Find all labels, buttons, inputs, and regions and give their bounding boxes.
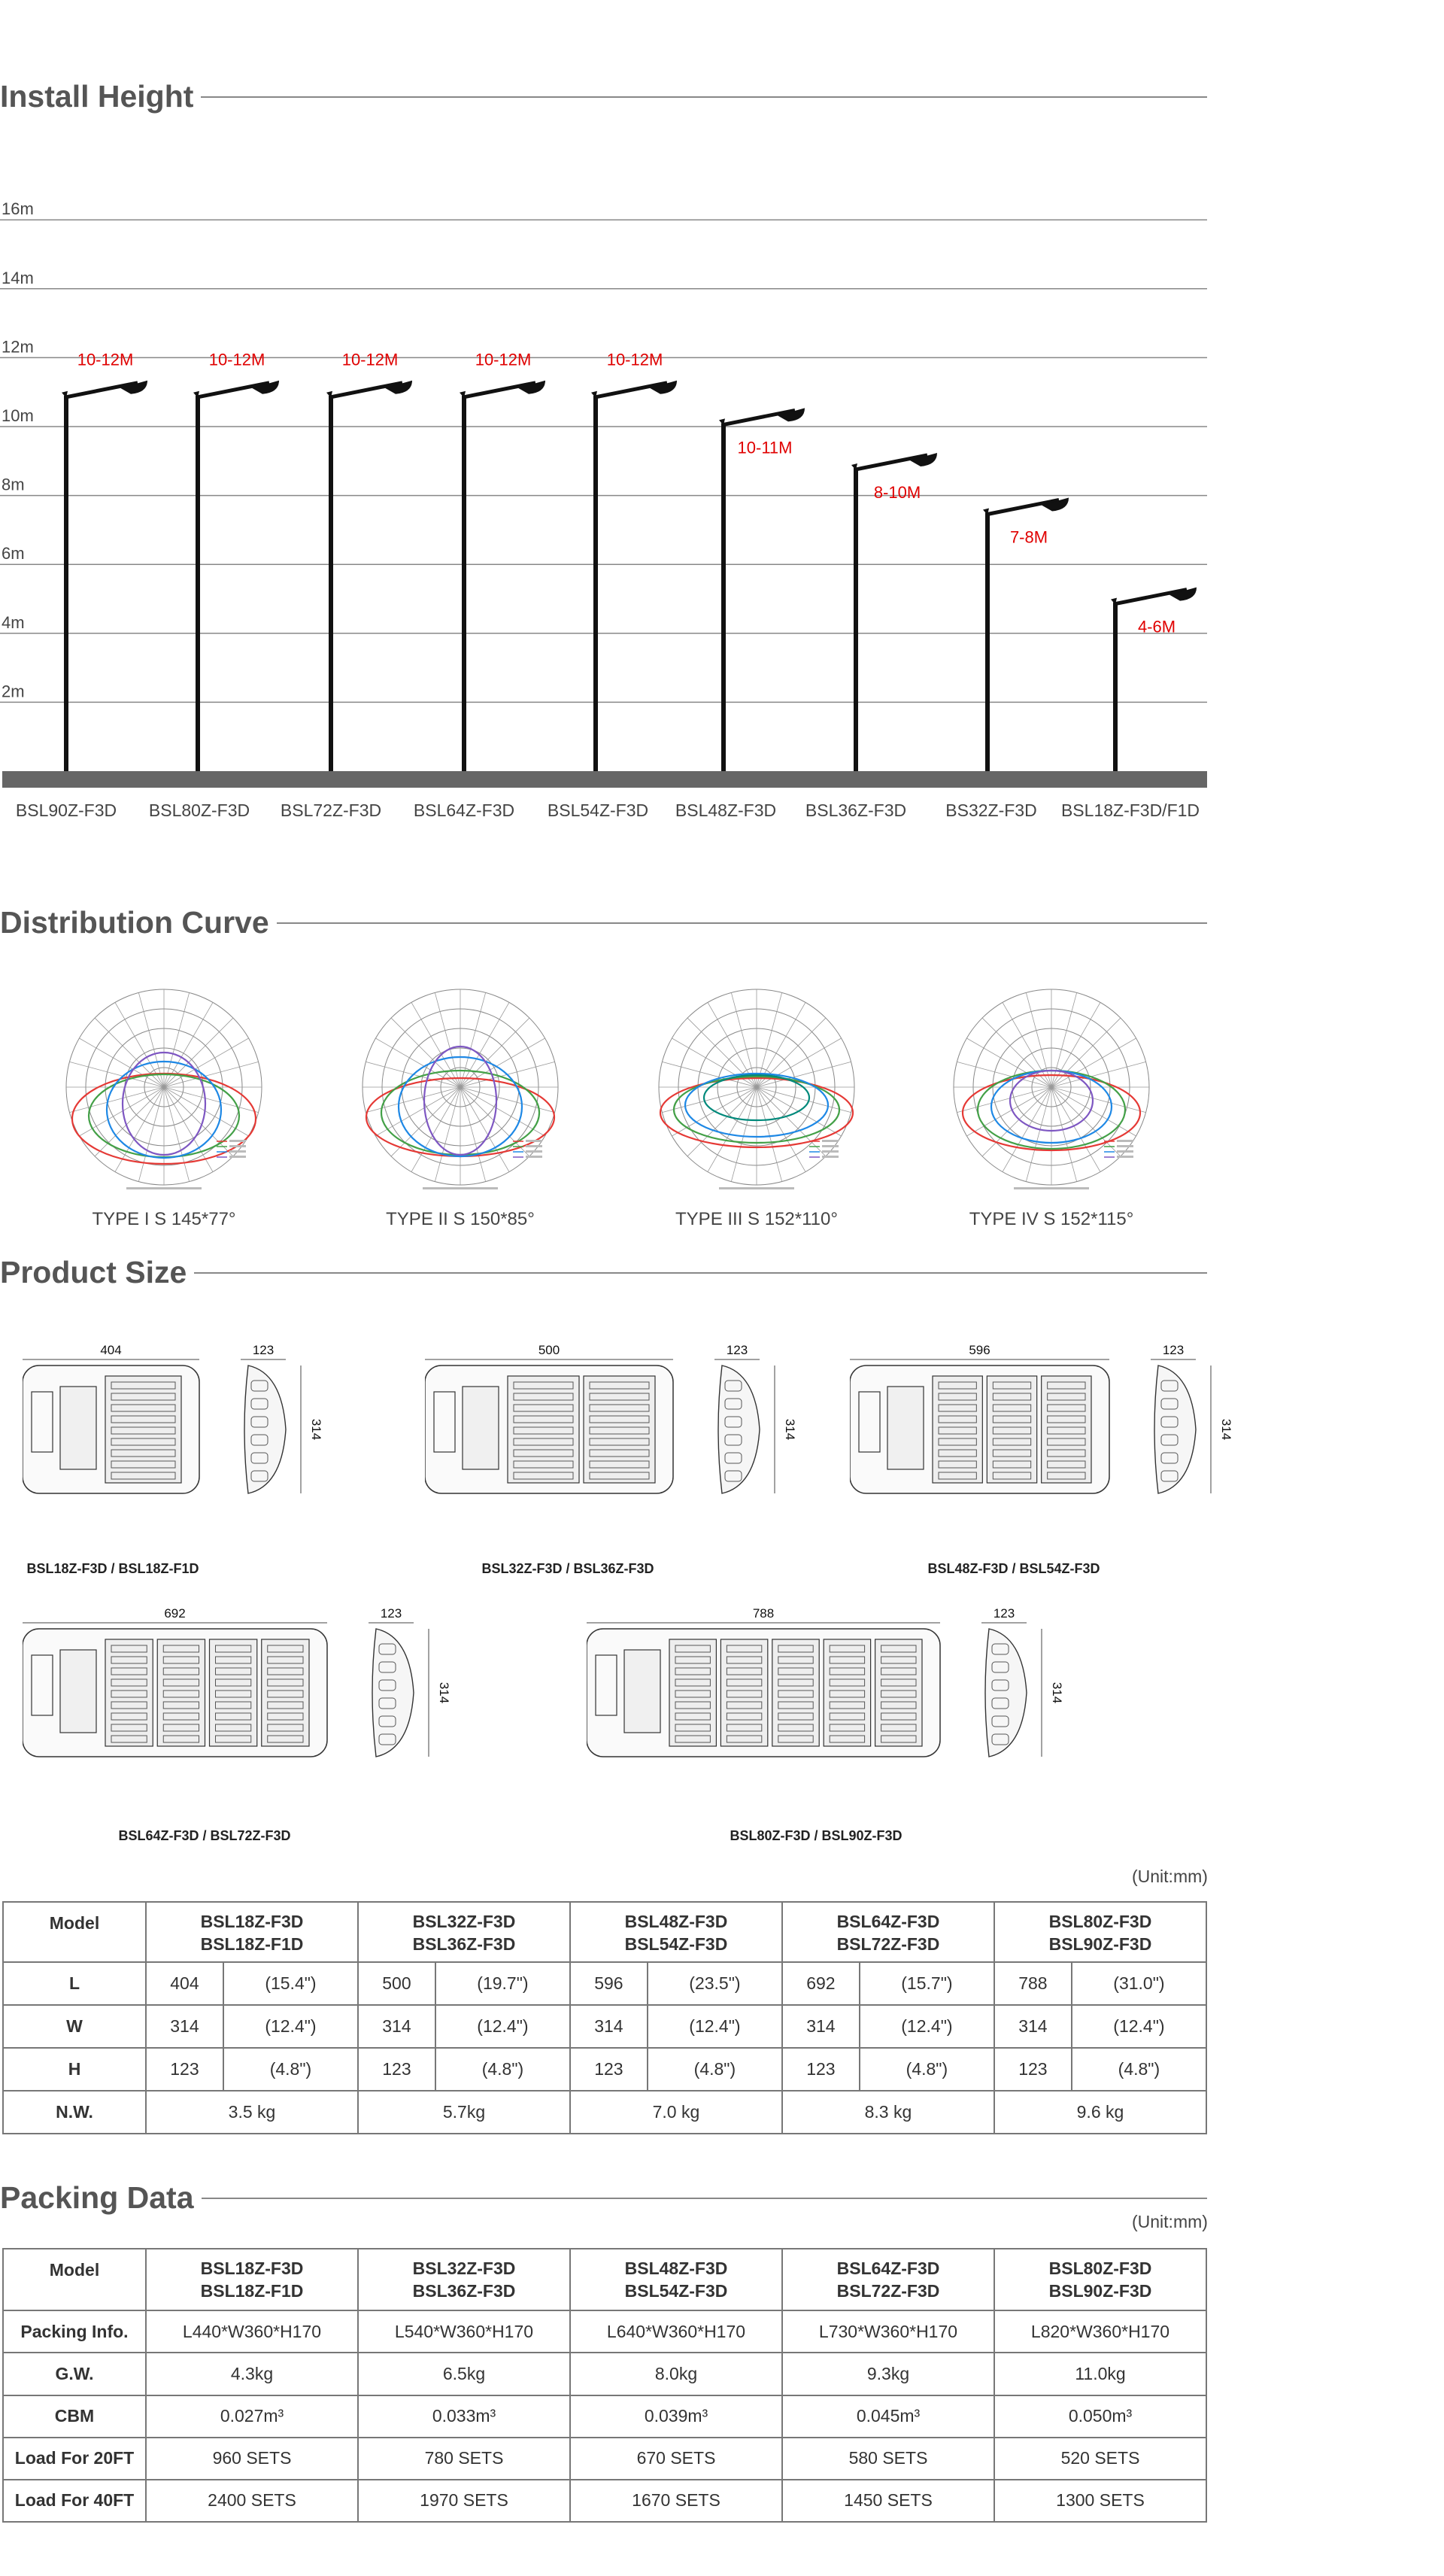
size-table <box>2 1901 1207 2134</box>
model-name: BSL64Z-F3D <box>836 2259 940 2278</box>
row-label: H <box>3 2048 146 2091</box>
pole <box>854 468 858 771</box>
product-drawing <box>850 1335 1237 1516</box>
packing-value: 1300 SETS <box>994 2480 1206 2522</box>
packing-value: 9.3kg <box>782 2353 994 2395</box>
height-range-label: 10-12M <box>208 350 265 369</box>
led-module <box>157 1639 205 1746</box>
legend-text-mark <box>822 1140 839 1142</box>
pole-group <box>548 350 677 820</box>
table-row <box>3 1962 1206 2005</box>
packing-value: 0.045m³ <box>782 2395 994 2438</box>
led-module <box>584 1376 655 1483</box>
polar-curve-chart <box>340 974 581 1200</box>
legend-text-mark <box>526 1145 542 1147</box>
model-name: BSL54Z-F3D <box>624 1934 728 1954</box>
packing-value: 0.027m³ <box>146 2395 358 2438</box>
depth-dimension: 123 <box>726 1343 748 1357</box>
imperial-value: (15.7") <box>860 1962 994 2005</box>
table-header-row <box>3 1902 1206 1962</box>
led-module <box>105 1376 181 1483</box>
imperial-value: (23.5") <box>648 1962 782 2005</box>
led-module <box>720 1639 767 1746</box>
height-level-label: 2m <box>2 682 25 701</box>
depth-dimension: 123 <box>380 1606 402 1621</box>
led-module <box>508 1376 579 1483</box>
chart-footnote-mark <box>1014 1187 1089 1189</box>
ground-bar <box>2 771 1207 788</box>
led-module <box>1042 1376 1091 1483</box>
pole <box>196 396 200 771</box>
metric-value: 404 <box>146 1962 223 2005</box>
model-name-label: BSL90Z-F3D <box>15 800 117 820</box>
weight-value: 9.6 kg <box>994 2091 1206 2134</box>
polar-curve-chart <box>636 974 877 1200</box>
driver-box <box>624 1650 660 1733</box>
model-name: BSL54Z-F3D <box>624 2281 728 2301</box>
model-name: BSL72Z-F3D <box>836 1934 940 1954</box>
distribution-header <box>0 905 1207 940</box>
model-name: BSL64Z-F3D <box>836 1912 940 1931</box>
model-name-label: BSL48Z-F3D <box>675 800 777 820</box>
metric-value: 314 <box>146 2005 223 2048</box>
title-rule <box>202 2198 1208 2199</box>
packing-value: 6.5kg <box>358 2353 570 2395</box>
packing-value: L640*W360*H170 <box>570 2310 782 2353</box>
packing-value: 4.3kg <box>146 2353 358 2395</box>
legend-text-mark <box>1117 1140 1133 1142</box>
metric-value: 314 <box>994 2005 1072 2048</box>
imperial-value: (4.8") <box>648 2048 782 2091</box>
imperial-value: (4.8") <box>860 2048 994 2091</box>
packing-value: 780 SETS <box>358 2438 570 2480</box>
led-module <box>669 1639 716 1746</box>
height-range-label: 10-12M <box>77 350 134 369</box>
legend-text-mark <box>229 1156 246 1158</box>
led-module <box>210 1639 257 1746</box>
packing-value: 1450 SETS <box>782 2480 994 2522</box>
packing-value: 520 SETS <box>994 2438 1206 2480</box>
led-module <box>262 1639 309 1746</box>
side-profile <box>372 1629 414 1757</box>
packing-value: 0.039m³ <box>570 2395 782 2438</box>
model-name-label: BSL54Z-F3D <box>547 800 649 820</box>
product-drawing <box>23 1335 327 1516</box>
width-dimension: 788 <box>752 1606 775 1621</box>
model-name-label: BSL36Z-F3D <box>805 800 907 820</box>
packing-value: 0.050m³ <box>994 2395 1206 2438</box>
packing-value: 670 SETS <box>570 2438 782 2480</box>
table-row <box>3 2438 1206 2480</box>
width-dimension: 596 <box>969 1343 990 1357</box>
width-dimension: 692 <box>164 1606 186 1621</box>
metric-value: 314 <box>782 2005 860 2048</box>
imperial-value: (4.8") <box>435 2048 570 2091</box>
model-header: Model <box>3 1902 146 1962</box>
model-column-header <box>994 2249 1206 2310</box>
height-range-label: 10-12M <box>606 350 663 369</box>
height-range-label: 8-10M <box>873 482 921 502</box>
model-name: BSL32Z-F3D <box>412 2259 516 2278</box>
row-label: N.W. <box>3 2091 146 2134</box>
curve-type-label: TYPE I S 145*77° <box>92 1209 236 1229</box>
height-level-label: 12m <box>2 337 34 357</box>
packing-value: 8.0kg <box>570 2353 782 2395</box>
packing-header <box>0 2180 1207 2216</box>
model-column-header <box>358 1902 570 1962</box>
packing-value: 960 SETS <box>146 2438 358 2480</box>
weight-value: 3.5 kg <box>146 2091 358 2134</box>
packing-value: L540*W360*H170 <box>358 2310 570 2353</box>
height-level-label: 8m <box>2 475 25 494</box>
packing-value: 1670 SETS <box>570 2480 782 2522</box>
packing-table <box>2 2248 1207 2523</box>
row-label: W <box>3 2005 146 2048</box>
metric-value: 123 <box>994 2048 1072 2091</box>
polar-curve-chart <box>931 974 1172 1200</box>
install-height-header <box>0 79 1207 114</box>
model-name: BSL18Z-F3D <box>200 1912 304 1931</box>
weight-value: 7.0 kg <box>570 2091 782 2134</box>
size-unit-label: (Unit:mm) <box>1132 1867 1208 1886</box>
product-drawing <box>587 1599 1068 1779</box>
height-dimension: 314 <box>1050 1681 1064 1704</box>
pole-group <box>149 350 279 820</box>
height-range-label: 10-12M <box>341 350 399 369</box>
pole <box>593 396 598 771</box>
model-name: BSL18Z-F1D <box>200 2281 304 2301</box>
install-height-title: Install Height <box>0 79 194 114</box>
model-name: BSL90Z-F3D <box>1048 1934 1152 1954</box>
install-height-chart <box>0 188 1218 835</box>
pole <box>1113 603 1118 771</box>
legend-text-mark <box>822 1150 839 1153</box>
legend-text-mark <box>1117 1150 1133 1153</box>
product-drawing <box>425 1335 801 1516</box>
packing-value: 1970 SETS <box>358 2480 570 2522</box>
depth-dimension: 123 <box>993 1606 1015 1621</box>
row-label: G.W. <box>3 2353 146 2395</box>
chart-footnote-mark <box>719 1187 794 1189</box>
height-range-label: 10-12M <box>475 350 532 369</box>
legend-text-mark <box>822 1156 839 1158</box>
model-name-label: BS32Z-F3D <box>945 800 1037 820</box>
table-row <box>3 2091 1206 2134</box>
product-size-title: Product Size <box>0 1255 187 1290</box>
height-level-label: 14m <box>2 268 34 287</box>
imperial-value: (4.8") <box>223 2048 358 2091</box>
curve-legend <box>1104 1140 1133 1158</box>
height-dimension: 314 <box>783 1418 797 1441</box>
led-module <box>933 1376 982 1483</box>
pole-group <box>675 408 805 820</box>
width-dimension: 404 <box>100 1343 122 1357</box>
drawing-caption: BSL80Z-F3D / BSL90Z-F3D <box>730 1828 902 1843</box>
model-column-header <box>782 1902 994 1962</box>
table-row <box>3 2353 1206 2395</box>
chart-footnote-mark <box>423 1187 498 1189</box>
drawing-caption: BSL48Z-F3D / BSL54Z-F3D <box>927 1561 1100 1576</box>
table-row <box>3 2048 1206 2091</box>
height-level-label: 4m <box>2 612 25 632</box>
side-profile <box>718 1365 760 1493</box>
packing-unit-label: (Unit:mm) <box>1132 2212 1208 2231</box>
legend-text-mark <box>526 1150 542 1153</box>
metric-value: 123 <box>570 2048 648 2091</box>
model-column-header <box>358 2249 570 2310</box>
table-row <box>3 2310 1206 2353</box>
pole-group <box>414 350 545 820</box>
model-name-label: BSL72Z-F3D <box>280 800 382 820</box>
imperial-value: (4.8") <box>1072 2048 1206 2091</box>
packing-value: 2400 SETS <box>146 2480 358 2522</box>
imperial-value: (19.7") <box>435 1962 570 2005</box>
model-name: BSL36Z-F3D <box>412 1934 516 1954</box>
drawing-caption: BSL18Z-F3D / BSL18Z-F1D <box>26 1561 199 1576</box>
legend-text-mark <box>526 1156 542 1158</box>
side-profile <box>244 1365 286 1493</box>
imperial-value: (12.4") <box>223 2005 358 2048</box>
depth-dimension: 123 <box>1162 1343 1185 1357</box>
pole <box>462 396 466 771</box>
curve-type-label: TYPE IV S 152*115° <box>969 1209 1134 1229</box>
imperial-value: (12.4") <box>648 2005 782 2048</box>
imperial-value: (12.4") <box>435 2005 570 2048</box>
table-header-row <box>3 2249 1206 2310</box>
model-column-header <box>146 1902 358 1962</box>
model-name: BSL80Z-F3D <box>1048 1912 1152 1931</box>
metric-value: 314 <box>570 2005 648 2048</box>
height-dimension: 314 <box>1219 1418 1233 1441</box>
led-module <box>105 1639 153 1746</box>
led-module <box>772 1639 819 1746</box>
imperial-value: (12.4") <box>1072 2005 1206 2048</box>
metric-value: 692 <box>782 1962 860 2005</box>
legend-text-mark <box>1117 1156 1133 1158</box>
packing-value: L730*W360*H170 <box>782 2310 994 2353</box>
height-dimension: 314 <box>309 1418 323 1441</box>
row-label: Load For 40FT <box>3 2480 146 2522</box>
title-rule <box>277 922 1207 924</box>
packing-value: 11.0kg <box>994 2353 1206 2395</box>
model-column-header <box>570 2249 782 2310</box>
metric-value: 314 <box>358 2005 435 2048</box>
weight-value: 5.7kg <box>358 2091 570 2134</box>
depth-dimension: 123 <box>252 1343 275 1357</box>
pole-group <box>16 350 147 820</box>
metric-value: 123 <box>358 2048 435 2091</box>
pole <box>329 396 333 771</box>
title-rule <box>201 96 1207 98</box>
height-level-label: 16m <box>2 199 34 219</box>
model-column-header <box>782 2249 994 2310</box>
model-name: BSL18Z-F3D <box>200 2259 304 2278</box>
table-row <box>3 2480 1206 2522</box>
metric-value: 788 <box>994 1962 1072 2005</box>
height-level-label: 6m <box>2 544 25 564</box>
model-name-label: BSL80Z-F3D <box>148 800 250 820</box>
model-name: BSL36Z-F3D <box>412 2281 516 2301</box>
model-name: BSL72Z-F3D <box>836 2281 940 2301</box>
pole <box>985 513 990 772</box>
led-module <box>875 1639 922 1746</box>
title-rule <box>194 1272 1207 1274</box>
height-range-label: 10-11M <box>737 438 793 457</box>
led-module <box>824 1639 870 1746</box>
table-row <box>3 2005 1206 2048</box>
model-name-label: BSL18Z-F3D/F1D <box>1060 800 1200 820</box>
model-name-label: BSL64Z-F3D <box>413 800 515 820</box>
model-column-header <box>146 2249 358 2310</box>
model-name: BSL48Z-F3D <box>624 2259 728 2278</box>
imperial-value: (31.0") <box>1072 1962 1206 2005</box>
drawing-caption: BSL64Z-F3D / BSL72Z-F3D <box>118 1828 291 1843</box>
driver-box <box>887 1387 924 1469</box>
legend-text-mark <box>229 1140 246 1142</box>
distribution-title: Distribution Curve <box>0 905 269 940</box>
metric-value: 123 <box>782 2048 860 2091</box>
driver-box <box>463 1387 499 1469</box>
weight-value: 8.3 kg <box>782 2091 994 2134</box>
curve-legend <box>809 1140 839 1158</box>
polar-curve-chart <box>44 974 284 1200</box>
model-column-header <box>994 1902 1206 1962</box>
packing-value: L820*W360*H170 <box>994 2310 1206 2353</box>
metric-value: 123 <box>146 2048 223 2091</box>
width-dimension: 500 <box>538 1343 560 1357</box>
chart-footnote-mark <box>126 1187 202 1189</box>
pole <box>721 423 726 771</box>
model-name: BSL32Z-F3D <box>412 1912 516 1931</box>
pole <box>64 396 68 771</box>
metric-value: 500 <box>358 1962 435 2005</box>
legend-text-mark <box>229 1145 246 1147</box>
row-label: CBM <box>3 2395 146 2438</box>
metric-value: 596 <box>570 1962 648 2005</box>
height-range-label: 7-8M <box>1009 527 1048 547</box>
legend-text-mark <box>229 1150 246 1153</box>
packing-value: L440*W360*H170 <box>146 2310 358 2353</box>
model-name: BSL80Z-F3D <box>1048 2259 1152 2278</box>
curve-type-label: TYPE II S 150*85° <box>386 1209 535 1229</box>
model-name: BSL18Z-F1D <box>200 1934 304 1954</box>
led-module <box>987 1376 1036 1483</box>
pole-group <box>805 453 937 820</box>
imperial-value: (12.4") <box>860 2005 994 2048</box>
packing-value: 0.033m³ <box>358 2395 570 2438</box>
height-dimension: 314 <box>437 1681 451 1704</box>
height-level-label: 10m <box>2 406 34 425</box>
driver-box <box>60 1387 96 1469</box>
legend-text-mark <box>526 1140 542 1142</box>
legend-text-mark <box>822 1145 839 1147</box>
table-row <box>3 2395 1206 2438</box>
row-label: Packing Info. <box>3 2310 146 2353</box>
model-column-header <box>570 1902 782 1962</box>
packing-title: Packing Data <box>0 2180 194 2215</box>
model-name: BSL90Z-F3D <box>1048 2281 1152 2301</box>
product-drawing <box>23 1599 455 1779</box>
product-size-header <box>0 1255 1207 1290</box>
side-profile <box>985 1629 1027 1757</box>
curve-type-label: TYPE III S 152*110° <box>675 1209 838 1229</box>
legend-text-mark <box>1117 1145 1133 1147</box>
imperial-value: (15.4") <box>223 1962 358 2005</box>
model-header: Model <box>3 2249 146 2310</box>
driver-box <box>60 1650 96 1733</box>
row-label: Load For 20FT <box>3 2438 146 2480</box>
row-label: L <box>3 1962 146 2005</box>
packing-value: 580 SETS <box>782 2438 994 2480</box>
model-name: BSL48Z-F3D <box>624 1912 728 1931</box>
pole-group <box>281 350 412 820</box>
side-profile <box>1154 1365 1196 1493</box>
drawing-caption: BSL32Z-F3D / BSL36Z-F3D <box>481 1561 654 1576</box>
height-range-label: 4-6M <box>1137 617 1176 636</box>
